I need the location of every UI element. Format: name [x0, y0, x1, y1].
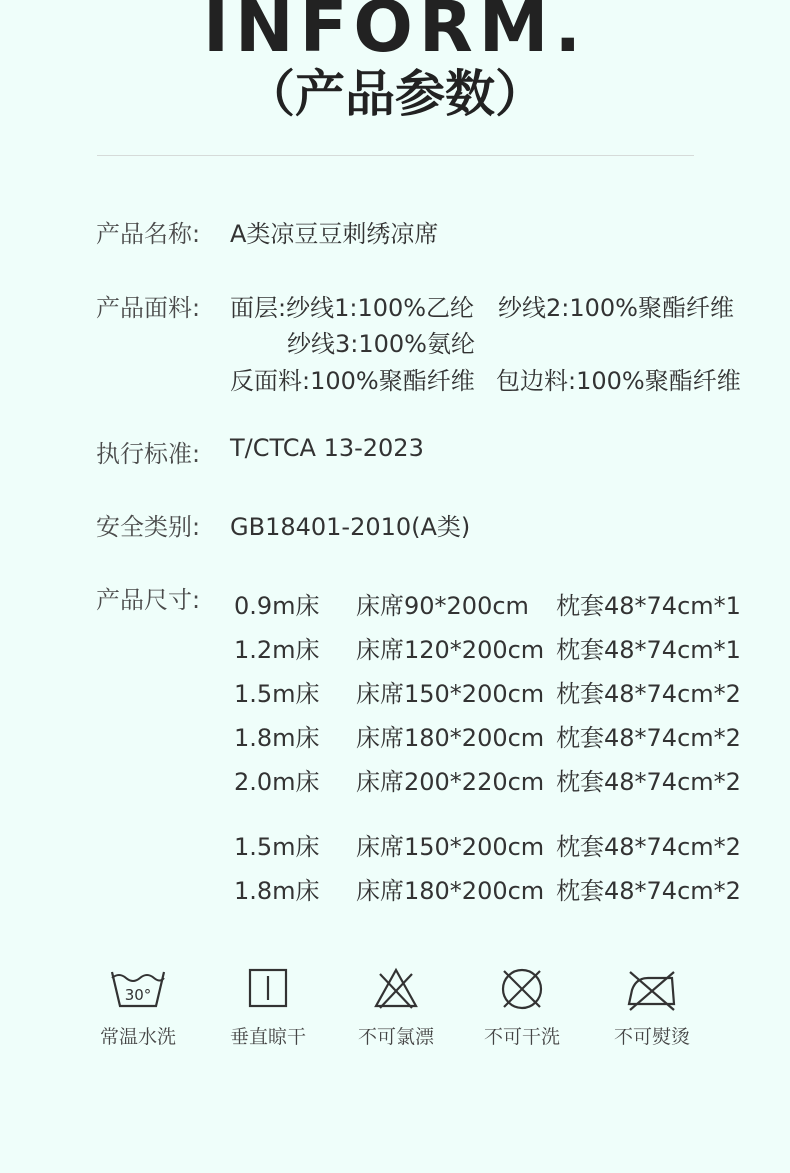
safety-value: GB18401-2010(A类)	[230, 513, 471, 541]
size-pillow: 枕套48*74cm*2	[556, 768, 741, 796]
care-item	[467, 966, 577, 1049]
size-mat: 床席180*200cm	[356, 877, 545, 905]
product-name-label: 产品名称:	[96, 220, 201, 248]
size-row	[0, 871, 790, 905]
product-name-value: A类凉豆豆刺绣凉席	[230, 220, 439, 248]
care-item	[213, 966, 323, 1049]
care-item	[341, 966, 451, 1049]
fabric-line3-b: 包边料:100%聚酯纤维	[496, 367, 741, 395]
fabric-line1-a: 面层:纱线1:100%乙纶	[230, 294, 475, 322]
care-label: 不可熨烫	[613, 1026, 690, 1048]
brand-title: INFORM.	[202, 0, 588, 68]
standard-label: 执行标准:	[96, 440, 201, 468]
size-row	[0, 674, 790, 708]
care-label: 不可氯漂	[357, 1026, 434, 1048]
no-iron-icon	[622, 966, 682, 1012]
care-label: 垂直晾干	[229, 1026, 306, 1048]
fabric-line3-a: 反面料:100%聚酯纤维	[230, 367, 475, 395]
size-pillow: 枕套48*74cm*2	[556, 724, 741, 752]
wash-temp: 30°	[124, 986, 152, 1004]
size-mat: 床席150*200cm	[356, 680, 545, 708]
size-bed: 1.5m床	[234, 833, 320, 861]
size-bed: 0.9m床	[234, 592, 320, 620]
safety-label: 安全类别:	[96, 513, 201, 541]
care-label: 不可干洗	[483, 1026, 560, 1048]
size-mat: 床席150*200cm	[356, 833, 545, 861]
drip-dry-icon	[238, 966, 298, 1012]
care-label: 常温水洗	[99, 1026, 176, 1048]
size-bed: 2.0m床	[234, 768, 320, 796]
page-subtitle: （产品参数）	[245, 65, 545, 123]
size-row	[0, 586, 790, 620]
size-label: 产品尺寸:	[96, 586, 201, 614]
fabric-line2: 纱线3:100%氨纶	[287, 330, 475, 358]
size-row	[0, 762, 790, 796]
size-mat: 床席200*220cm	[356, 768, 545, 796]
size-pillow: 枕套48*74cm*2	[556, 680, 741, 708]
size-pillow: 枕套48*74cm*1	[556, 592, 741, 620]
care-item	[597, 966, 707, 1049]
wash-30-icon	[108, 966, 168, 1012]
size-bed: 1.8m床	[234, 877, 320, 905]
size-pillow: 枕套48*74cm*2	[556, 877, 741, 905]
size-pillow: 枕套48*74cm*1	[556, 636, 741, 664]
size-bed: 1.5m床	[234, 680, 320, 708]
size-row	[0, 827, 790, 861]
no-dry-clean-icon	[492, 966, 552, 1012]
size-row	[0, 630, 790, 664]
no-bleach-icon	[366, 966, 426, 1012]
divider	[97, 155, 694, 156]
size-mat: 床席120*200cm	[356, 636, 545, 664]
size-row	[0, 718, 790, 752]
size-mat: 床席90*200cm	[356, 592, 529, 620]
size-pillow: 枕套48*74cm*2	[556, 833, 741, 861]
size-mat: 床席180*200cm	[356, 724, 545, 752]
standard-value: T/CTCA 13-2023	[230, 434, 424, 462]
fabric-line1-b: 纱线2:100%聚酯纤维	[498, 294, 734, 322]
size-bed: 1.2m床	[234, 636, 320, 664]
fabric-label: 产品面料:	[96, 294, 201, 322]
size-bed: 1.8m床	[234, 724, 320, 752]
care-item	[83, 966, 193, 1049]
